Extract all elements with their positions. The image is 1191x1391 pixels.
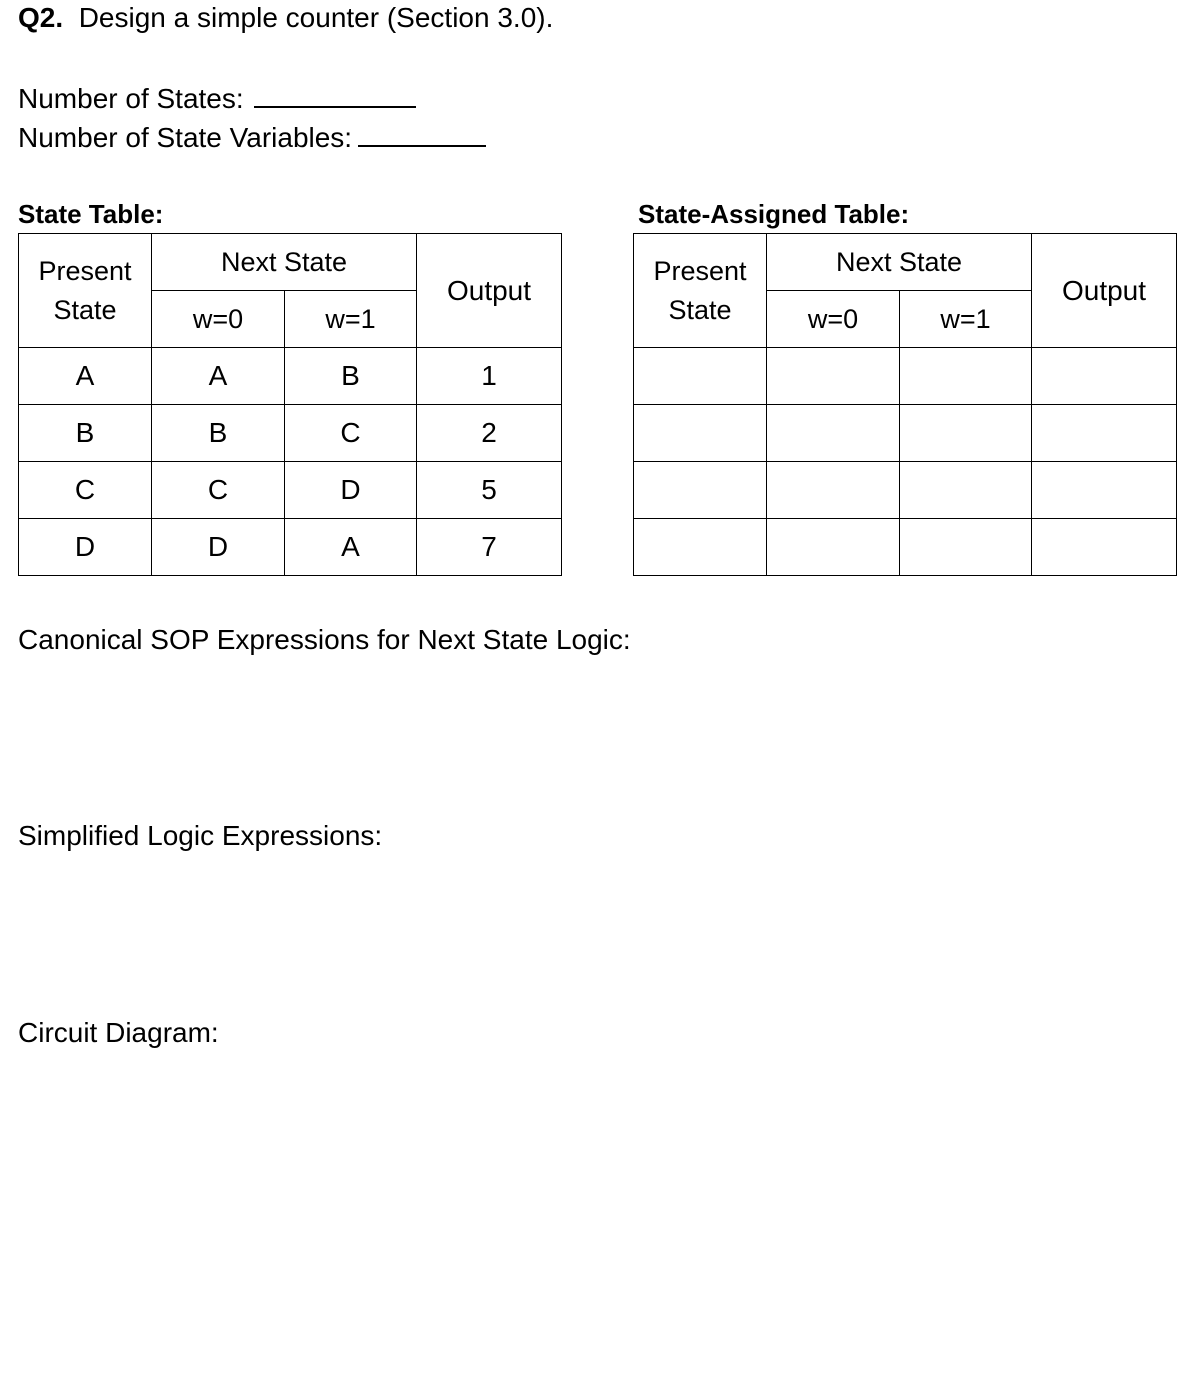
present-cell: C bbox=[19, 462, 152, 519]
table-row bbox=[19, 519, 562, 576]
table-row bbox=[634, 519, 1177, 576]
table-row bbox=[19, 348, 562, 405]
output-cell: 5 bbox=[417, 462, 562, 519]
table-row bbox=[634, 462, 1177, 519]
circuit-diagram-heading: Circuit Diagram: bbox=[18, 1017, 219, 1048]
assigned-present-cell[interactable] bbox=[634, 519, 767, 576]
w0-cell: A bbox=[152, 348, 285, 405]
num-states-field bbox=[18, 80, 416, 115]
num-states-label: Number of States: bbox=[18, 83, 244, 114]
assigned-present-state-header bbox=[634, 234, 767, 348]
present-state-header-line1: Present bbox=[38, 255, 132, 286]
assigned-table bbox=[633, 233, 1177, 576]
assigned-w0-cell[interactable] bbox=[767, 462, 900, 519]
simplified-logic-heading: Simplified Logic Expressions: bbox=[18, 820, 383, 851]
w0-header: w=0 bbox=[152, 291, 285, 348]
w0-cell: C bbox=[152, 462, 285, 519]
assigned-present-cell[interactable] bbox=[634, 348, 767, 405]
assigned-output-cell[interactable] bbox=[1032, 348, 1177, 405]
w1-cell: C bbox=[285, 405, 417, 462]
assigned-w0-header: w=0 bbox=[767, 291, 900, 348]
num-state-vars-blank[interactable] bbox=[358, 119, 486, 147]
assigned-w1-cell[interactable] bbox=[900, 462, 1032, 519]
output-header: Output bbox=[417, 234, 562, 348]
w1-cell: A bbox=[285, 519, 417, 576]
canonical-sop-heading: Canonical SOP Expressions for Next State Logic: bbox=[18, 624, 631, 655]
present-cell: B bbox=[19, 405, 152, 462]
assigned-w1-cell[interactable] bbox=[900, 405, 1032, 462]
assigned-w0-cell[interactable] bbox=[767, 348, 900, 405]
num-states-blank[interactable] bbox=[254, 80, 416, 108]
state-table bbox=[18, 233, 562, 576]
w0-cell: B bbox=[152, 405, 285, 462]
w0-cell: D bbox=[152, 519, 285, 576]
next-state-header: Next State bbox=[152, 234, 417, 291]
question-number: Q2. bbox=[18, 2, 64, 33]
table-row bbox=[634, 348, 1177, 405]
assigned-present-state-header-line1: Present bbox=[653, 255, 747, 286]
num-state-vars-field bbox=[18, 119, 486, 154]
assigned-w1-header: w=1 bbox=[900, 291, 1032, 348]
output-cell: 2 bbox=[417, 405, 562, 462]
table-row bbox=[634, 405, 1177, 462]
w1-cell: D bbox=[285, 462, 417, 519]
present-state-header-line2: State bbox=[53, 294, 117, 325]
num-state-vars-label: Number of State Variables: bbox=[18, 122, 353, 153]
w1-header: w=1 bbox=[285, 291, 417, 348]
table-row bbox=[19, 405, 562, 462]
assigned-w1-cell[interactable] bbox=[900, 519, 1032, 576]
w1-cell: B bbox=[285, 348, 417, 405]
present-state-header bbox=[19, 234, 152, 348]
assigned-w0-cell[interactable] bbox=[767, 405, 900, 462]
assigned-next-state-header: Next State bbox=[767, 234, 1032, 291]
assigned-output-cell[interactable] bbox=[1032, 405, 1177, 462]
table-row bbox=[19, 462, 562, 519]
question-text: Design a simple counter (Section 3.0). bbox=[78, 2, 554, 33]
assigned-output-header: Output bbox=[1032, 234, 1177, 348]
assigned-w0-cell[interactable] bbox=[767, 519, 900, 576]
state-table-title: State Table: bbox=[18, 199, 164, 229]
present-cell: D bbox=[19, 519, 152, 576]
present-cell: A bbox=[19, 348, 152, 405]
assigned-present-state-header-line2: State bbox=[668, 294, 732, 325]
assigned-table-title: State-Assigned Table: bbox=[638, 199, 910, 229]
output-cell: 1 bbox=[417, 348, 562, 405]
assigned-present-cell[interactable] bbox=[634, 405, 767, 462]
output-cell: 7 bbox=[417, 519, 562, 576]
assigned-output-cell[interactable] bbox=[1032, 462, 1177, 519]
question-title bbox=[18, 2, 553, 34]
assigned-w1-cell[interactable] bbox=[900, 348, 1032, 405]
assigned-output-cell[interactable] bbox=[1032, 519, 1177, 576]
assigned-present-cell[interactable] bbox=[634, 462, 767, 519]
